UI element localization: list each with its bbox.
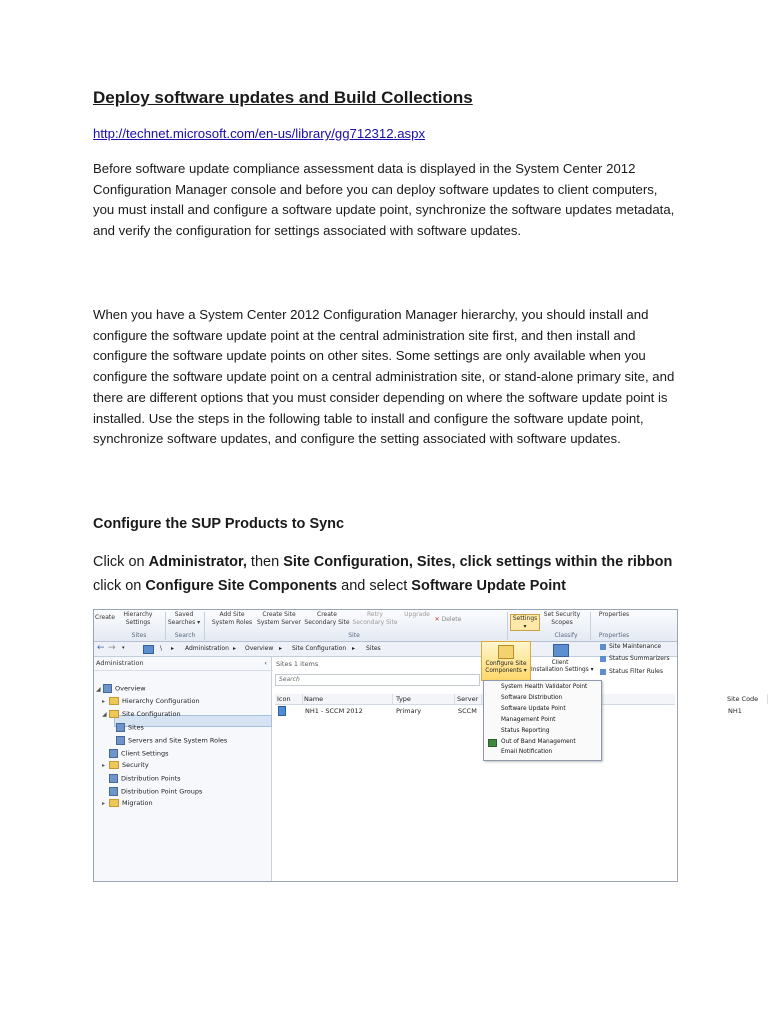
expand-icon[interactable]: ▸ — [102, 800, 106, 807]
client-installation-settings-button[interactable] — [531, 641, 594, 679]
results-pane — [272, 657, 759, 881]
chevron-down-icon: ▾ — [523, 622, 527, 630]
tree-item-hierarchy-configuration[interactable] — [102, 697, 200, 705]
configure-site-components-label: Configure Site Components ▾ — [485, 661, 527, 674]
ribbon-divider — [165, 612, 166, 640]
delete-label: Delete — [441, 616, 462, 623]
retry-secondary-site-button[interactable]: Retry Secondary Site — [352, 611, 398, 626]
site-type-cell: Primary — [396, 707, 422, 715]
tree-item-site-configuration[interactable] — [102, 710, 181, 718]
expand-icon[interactable]: ◢ — [102, 711, 107, 718]
tree-label: Distribution Point Groups — [121, 787, 203, 796]
console-screenshot — [93, 609, 759, 882]
breadcrumb-separator: ▸ — [233, 645, 237, 652]
configure-components-menu — [483, 680, 602, 761]
expand-icon[interactable]: ▸ — [102, 698, 106, 705]
saved-searches-button[interactable]: Saved Searches ▾ — [167, 611, 201, 626]
tree-label: Sites — [128, 723, 144, 732]
menu-item-status-reporting[interactable]: Status Reporting — [501, 728, 550, 734]
tree-label: Distribution Points — [121, 774, 181, 783]
site-maintenance-icon — [600, 644, 606, 650]
site-code-cell: NH1 — [728, 707, 742, 715]
group-label-classify: Classify — [554, 632, 578, 639]
folder-icon — [109, 697, 119, 705]
menu-item-email-notification[interactable]: Email Notification — [501, 749, 553, 755]
properties-button[interactable]: Properties — [598, 611, 630, 618]
overview-icon — [103, 684, 112, 693]
group-label-search: Search — [174, 632, 196, 639]
history-chevron-icon[interactable]: ▾ — [122, 645, 125, 651]
tree-item-security[interactable] — [102, 761, 149, 769]
settings-button[interactable] — [510, 614, 540, 631]
distribution-group-icon — [109, 787, 118, 796]
folder-icon — [109, 799, 119, 807]
configure-site-components-button[interactable] — [481, 641, 531, 681]
folder-icon — [109, 761, 119, 769]
breadcrumb-overview[interactable]: Overview — [245, 645, 274, 652]
site-server-cell: SCCM — [458, 707, 477, 715]
instr-text-2: then — [246, 554, 284, 570]
tree-item-servers-roles[interactable] — [116, 736, 227, 745]
delete-icon: ✕ — [434, 616, 440, 623]
tree-item-sites[interactable] — [116, 723, 144, 732]
site-maintenance-label: Site Maintenance — [609, 643, 662, 650]
status-summarizers-label: Status Summarizers — [609, 655, 670, 662]
column-icon[interactable]: Icon — [275, 694, 303, 704]
group-label-sites: Sites — [131, 632, 147, 639]
expand-icon[interactable]: ▸ — [102, 762, 106, 769]
create-button[interactable]: Create — [95, 614, 115, 621]
menu-item-software-update-point[interactable]: Software Update Point — [501, 706, 566, 712]
configure-components-icon — [498, 645, 514, 659]
delete-button[interactable] — [432, 616, 464, 624]
navigation-pane — [94, 657, 272, 881]
breadcrumb-root[interactable]: \ — [160, 645, 163, 652]
breadcrumb-sites[interactable]: Sites — [366, 645, 381, 652]
column-site-code[interactable]: Site Code — [725, 694, 768, 704]
column-type[interactable]: Type — [394, 694, 455, 704]
hierarchy-paragraph: When you have a System Center 2012 Configuration Manager hierarchy, you should install and configure the software update point at the central administration site first, and then install and configure the software update points on other sites. Some settings are only available when you configure the software update point on a central administration site, or stand-alone primary site, and there are different options that you must consider depending on where the software update point is installed. Use the steps in the following table to install and configure the software update point, synchronize software updates, and configure the setting associated with software updates. — [93, 307, 675, 447]
create-site-system-server-button[interactable]: Create Site System Server — [257, 611, 301, 626]
nav-header-label: Administration — [96, 659, 144, 667]
search-input[interactable]: Search — [275, 674, 480, 686]
breadcrumb-separator: ▸ — [352, 645, 356, 652]
nav-header — [94, 657, 273, 671]
tree-item-distribution-points[interactable] — [109, 774, 181, 783]
tree-label: Security — [122, 761, 149, 769]
tree-label: Site Configuration — [122, 710, 181, 718]
instr-bold-1: Administrator, — [148, 554, 247, 570]
group-label-site: Site — [348, 632, 360, 639]
tree-label: Migration — [122, 799, 153, 807]
tree-item-client-settings[interactable] — [109, 749, 169, 758]
back-arrow-icon[interactable]: ← — [97, 643, 105, 653]
tree-item-migration[interactable] — [102, 799, 153, 807]
breadcrumb-separator: ▸ — [171, 645, 175, 652]
set-security-scopes-button[interactable]: Set Security Scopes — [543, 611, 581, 626]
status-summarizers-button[interactable] — [600, 655, 670, 662]
section-heading: Configure the SUP Products to Sync — [93, 516, 345, 532]
breadcrumb-separator: ▸ — [279, 645, 283, 652]
client-installation-settings-label: Client Installation Settings ▾ — [531, 660, 594, 673]
status-filter-rules-button[interactable] — [600, 668, 663, 675]
monitor-icon — [553, 644, 569, 657]
status-filter-rules-icon — [600, 669, 606, 675]
instr-bold-4: Software Update Point — [411, 578, 566, 594]
tree-item-overview[interactable] — [96, 684, 146, 693]
menu-item-software-distribution[interactable]: Software Distribution — [501, 695, 563, 701]
instr-text-4: and select — [337, 578, 412, 594]
column-server[interactable]: Server — [455, 694, 482, 704]
sites-icon — [116, 723, 125, 732]
settings-label: Settings — [512, 615, 538, 622]
tree-label: Client Settings — [121, 749, 169, 758]
instr-text-1: Click on — [93, 554, 149, 570]
results-header: Sites 1 items — [276, 660, 319, 668]
group-label-properties: Properties — [598, 632, 630, 639]
ribbon — [94, 610, 677, 642]
intro-paragraph: Before software update compliance assessment data is displayed in the System Center 2012 Configuration Manager console and before you can deploy software updates to client computers, you must install and configure a software update point, synchronize the software updates metadata, and verify the configuration for settings associated with software updates. — [93, 161, 675, 239]
forward-arrow-icon[interactable]: → — [108, 643, 116, 653]
breadcrumb-administration[interactable]: Administration — [185, 645, 229, 652]
page-title: Deploy software updates and Build Collections — [93, 88, 473, 107]
instr-text-3: click on — [93, 578, 146, 594]
client-settings-icon — [109, 749, 118, 758]
menu-item-out-of-band-management[interactable]: Out of Band Management — [501, 739, 576, 745]
address-bar — [94, 642, 677, 657]
server-icon — [116, 736, 125, 745]
ribbon-divider — [507, 612, 508, 640]
folder-icon — [109, 710, 119, 718]
ribbon-divider — [590, 612, 591, 640]
create-secondary-site-button[interactable]: Create Secondary Site — [304, 611, 350, 626]
site-row-icon — [278, 706, 286, 716]
tree-item-distribution-point-groups[interactable] — [109, 787, 202, 796]
distribution-point-icon — [109, 774, 118, 783]
out-of-band-icon — [488, 739, 497, 747]
ribbon-divider — [204, 612, 205, 640]
collapse-pane-icon[interactable]: ‹ — [264, 659, 267, 667]
tree-label: Overview — [115, 684, 146, 693]
add-site-system-roles-button[interactable]: Add Site System Roles — [211, 611, 253, 626]
console-icon — [143, 645, 154, 654]
site-name-cell[interactable]: NH1 - SCCM 2012 — [305, 707, 363, 715]
breadcrumb-site-configuration[interactable]: Site Configuration — [292, 645, 347, 652]
column-name[interactable]: Name — [302, 694, 393, 704]
menu-item-management-point[interactable]: Management Point — [501, 717, 556, 723]
upgrade-button[interactable]: Upgrade — [404, 611, 430, 618]
hierarchy-settings-button[interactable]: Hierarchy Settings — [123, 611, 153, 626]
site-maintenance-button[interactable] — [600, 643, 661, 650]
status-filter-rules-label: Status Filter Rules — [609, 668, 663, 675]
instruction-text — [93, 550, 678, 598]
reference-link[interactable]: http://technet.microsoft.com/en-us/library/gg712312.aspx — [93, 126, 426, 141]
instr-bold-2: Site Configuration, Sites, click settings within the ribbon — [283, 554, 673, 570]
tree-label: Servers and Site System Roles — [128, 736, 228, 745]
expand-icon[interactable]: ◢ — [96, 685, 101, 693]
status-summarizers-icon — [600, 656, 606, 662]
tree-label: Hierarchy Configuration — [122, 697, 200, 705]
menu-item-system-health-validator-point[interactable]: System Health Validator Point — [501, 684, 588, 690]
instr-bold-3: Configure Site Components — [145, 578, 338, 594]
